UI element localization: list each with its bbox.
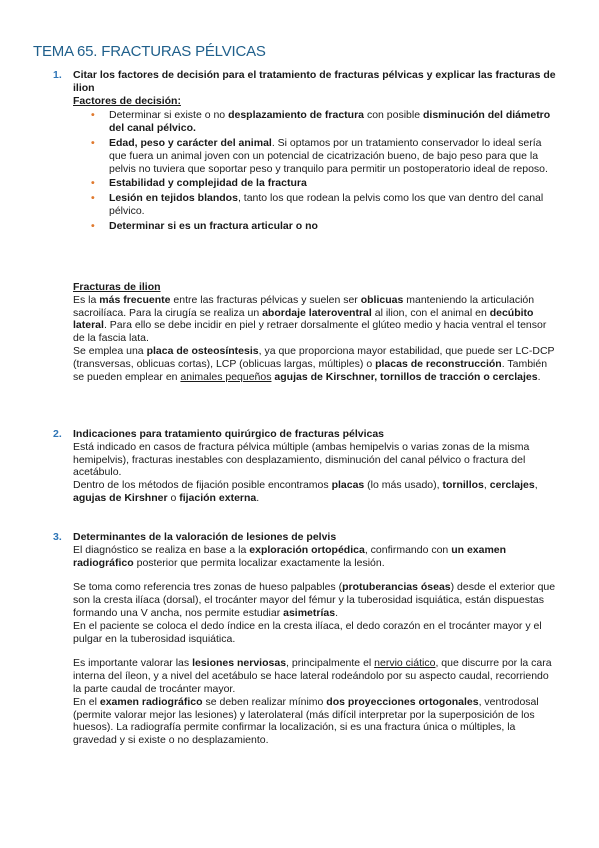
section-paragraph: Se toma como referencia tres zonas de hueso palpables (protuberancias óseas) desde el exterior que son la cresta ilíaca (dorsal), el trocánter mayor del fémur y la tuberosidad isquiática, están dispuestas formando una V ancha, nos permite estudiar asimetrías. [73,581,556,619]
section-heading: Determinantes de la valoración de lesiones de pelvis [73,531,337,543]
section-number: 1. [53,69,62,81]
page-title: TEMA 65. FRACTURAS PÉLVICAS [33,43,266,60]
ilion-paragraph-2: Se emplea una placa de osteosíntesis, ya que proporciona mayor estabilidad, que puede ser LC-DCP (transversas, oblicuas cortas), LCP (oblicuas largas, múltiples) o placas de reconstrucción. También se pueden emplear en animales pequeños agujas de Kirschner, tornillos de tracción o cerclajes. [73,344,555,383]
bullet-icon: • [91,192,95,205]
section-paragraph: En el examen radiográfico se deben realizar mínimo dos proyecciones ortogonales, ventrodosal (permite valorar mejor las lesiones) y laterolateral (más difícil interpretar por la superposición de los huesos). La radiografía permite confirmar la localización, si es una fractura única o múltiples, la gravedad y si existe o no desplazamiento. [73,695,539,747]
section-paragraph: El diagnóstico se realiza en base a la exploración ortopédica, confirmando con un examen radiográfico posterior que permita localizar exactamente la lesión. [73,543,507,569]
section-heading: Citar los factores de decisión para el tratamiento de fracturas pélvicas y explicar las fracturas de ilion [73,69,556,94]
section-3 [55,531,559,747]
section-2 [55,428,559,505]
section-paragraph: Está indicado en casos de fractura pélvica múltiple (ambas hemipelvis o varias zonas de la misma hemipelvis), fracturas inestables con desplazamiento, disminución del canal pélvico o fractura del acetábulo. [73,440,530,479]
bullet-icon: • [91,109,95,122]
list-item: • Determinar si es un fractura articular o no [91,219,318,232]
bullet-icon: • [91,136,95,149]
list-item: • Edad, peso y carácter del animal. Si optamos por un tratamiento conservador lo ideal sería que fuera un animal joven con un potencial de cicatrización bueno, de bajo peso para que la pelvis no tuviera que soportar peso y tranquilo para permitir un postoperatorio ideal de reposo. [91,136,548,175]
factors-list [73,109,559,232]
bullet-icon: • [91,177,95,190]
section-paragraph: Es importante valorar las lesiones nerviosas, principalmente el nervio ciático, que discurre por la cara interna del íleon, y a nivel del acetábulo se hace lateral rodeándolo por su aspecto caudal, recorriendo la parte caudal de trocánter mayor. [73,657,552,695]
list-item: • Lesión en tejidos blandos, tanto los que rodean la pelvis como los que van dentro del canal pélvico. [91,192,544,217]
section-heading: Indicaciones para tratamiento quirúrgico de fracturas pélvicas [73,428,385,440]
ilion-subtitle: Fracturas de ilion [73,281,161,293]
bullet-icon: • [91,219,95,232]
section-number: 2. [53,428,62,440]
ilion-block [55,281,559,383]
list-item: • Estabilidad y complejidad de la fractura [91,177,307,190]
section-number: 3. [53,531,62,543]
ilion-paragraph-1: Es la más frecuente entre las fracturas pélvicas y suelen ser oblicuas manteniendo la articulación sacroilíaca. Para la cirugía se realiza un abordaje lateroventral al ilion, con el animal en decúbito lateral. Para ello se debe incidir en piel y retraer dorsalmente el glúteo medio y hacia ventral el tensor de la fascia lata. [73,293,547,345]
section-paragraph: Dentro de los métodos de fijación posible encontramos placas (lo más usado), tornillos, cerclajes, agujas de Kirshner o fijación externa. [73,479,538,504]
list-item: • Determinar si existe o no desplazamiento de fractura con posible disminución del diámetro del canal pélvico. [91,109,551,135]
section-1 [55,69,559,235]
factors-subtitle: Factores de decisión: [73,94,181,107]
section-paragraph: En el paciente se coloca el dedo índice en la cresta ilíaca, el dedo corazón en el trocánter mayor y el pulgar en la tuberosidad isquiática. [73,619,542,645]
